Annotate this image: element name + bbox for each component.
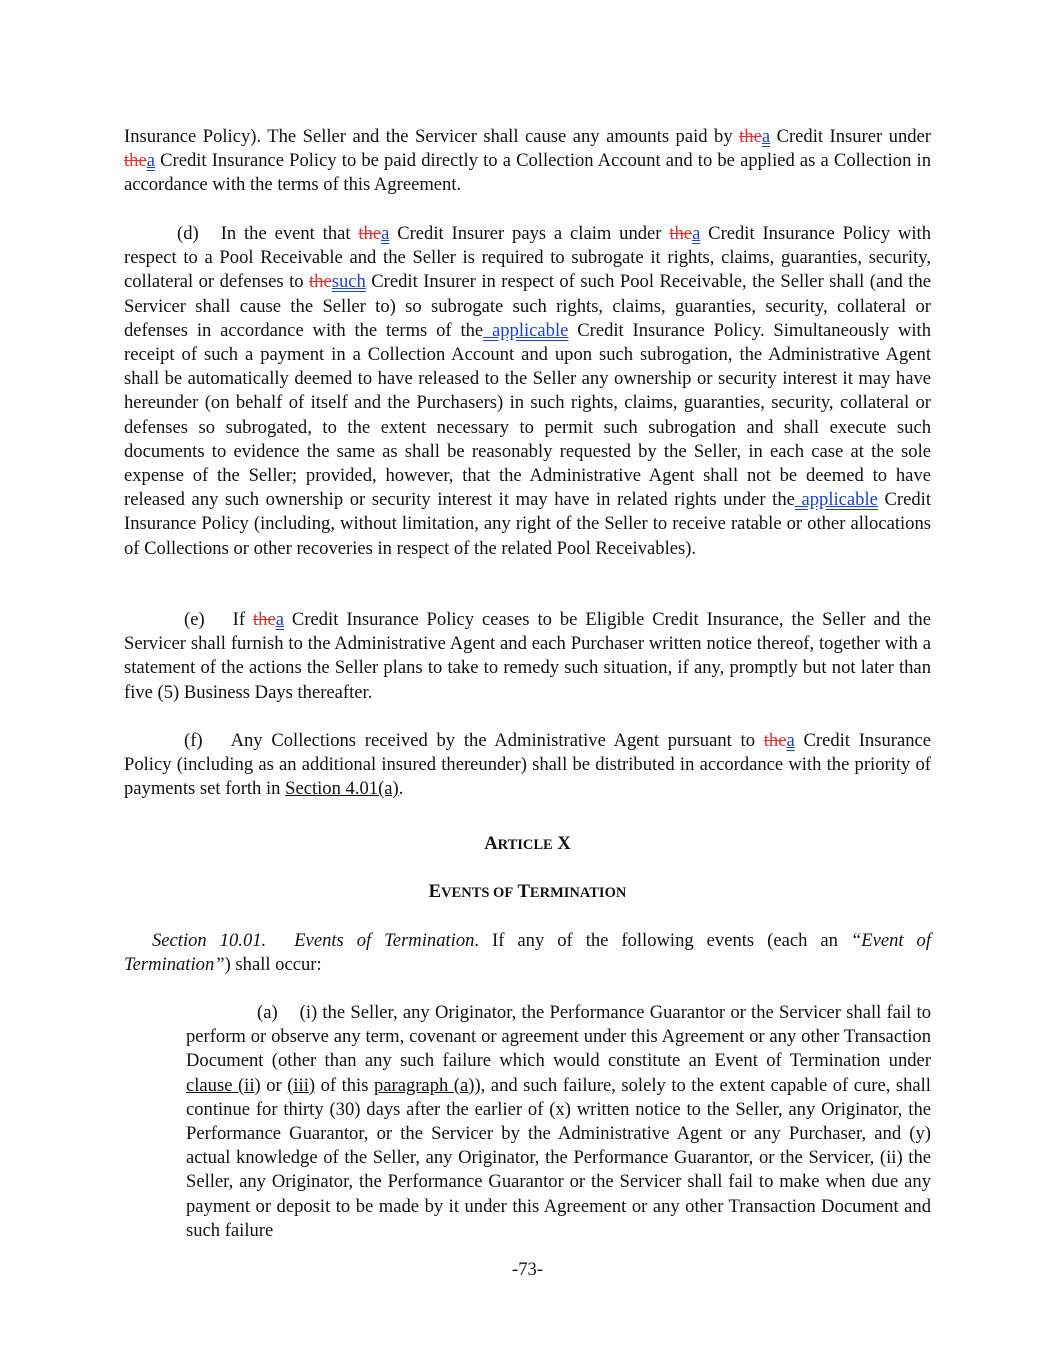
deleted-text: the — [358, 223, 382, 244]
text: of this — [315, 1074, 374, 1096]
paragraph-label: (a) — [257, 1002, 278, 1023]
deleted-text: the — [252, 609, 276, 630]
section-title: Events of Termination — [294, 930, 475, 951]
inserted-text: a — [146, 150, 155, 172]
text: Credit Insurer in respect of such Pool Receivable, the Seller shall (and the Servicer shall cause the Seller to) so subrogate such rights, claims, guaranties, security, collateral or defenses in accordance with the terms of the — [124, 271, 931, 341]
section-reference: Section 4.01(a) — [285, 778, 399, 800]
paragraph-f — [124, 729, 931, 802]
text: If — [232, 609, 253, 630]
text: ), and such failure, solely to the extent capable of cure, shall continue for thirty (30) days after the earlier of (x) written notice to the Seller, any Originator, the Performance Guarantor, or the Servicer by the Administrative Agent or any Purchaser, and (y) actual knowledge of the Seller, any Originator, the Performance Guarantor, or the Servicer, (ii) the Seller, any Originator, the Performance Guarantor or the Servicer shall fail to make when due any payment or deposit to be made by it under this Agreement or any other Transaction Document and such failure — [186, 1074, 931, 1241]
text: Credit Insurance Policy ceases to be Eligible Credit Insurance, the Seller and the Servicer shall furnish to the Administrative Agent and each Purchaser written notice thereof, together with a statement of the actions the Seller plans to take to remedy such situation, if any, promptly but not later than five (5) Business Days thereafter. — [124, 609, 931, 703]
heading-text: RTICLE — [497, 837, 553, 853]
deleted-text: the — [739, 126, 762, 147]
clause-reference: clause (ii) — [186, 1074, 261, 1096]
inserted-text: such — [331, 271, 366, 293]
inserted-text: a — [692, 223, 701, 244]
paragraph-a — [186, 1001, 931, 1243]
text: Credit Insurance Policy (including as an additional insured thereunder) shall be distributed in accordance with the priority of payments set forth in — [124, 730, 931, 800]
text: (i) the Seller, any Originator, the Performance Guarantor or the Servicer shall fail to perform or observe any term, covenant or agreement under this Agreement or any other Transaction Document (other than any such failure which would constitute an Event of Termination under — [186, 1002, 931, 1072]
deleted-text: the — [309, 271, 332, 293]
paragraph-label: (e) — [184, 609, 205, 630]
inserted-text: a — [381, 223, 390, 244]
text: Any Collections received by the Administrative Agent pursuant to — [230, 730, 764, 751]
text: Credit Insurance Policy. Simultaneously with receipt of such a payment in a Collection Account and upon such subrogation, the Administrative Agent shall be automatically deemed to have released to the Seller any ownership or security interest it may have hereunder (on behalf of itself and the Purchasers) in such rights, claims, guaranties, security, collateral or defenses so subrogated, to the extent necessary to permit such subrogation and shall execute such documents to evidence the same as shall be reasonably requested by the Seller, in each case at the sole expense of the Seller; provided, however, that the Administrative Agent shall not be deemed to have released any such ownership or security interest it may have in related rights under the — [124, 319, 931, 511]
text: Credit Insurer under — [770, 126, 931, 147]
text: . — [398, 778, 404, 800]
inserted-text: a — [275, 609, 284, 630]
heading-text: VENTS OF — [441, 885, 514, 901]
paragraph-reference: paragraph (a) — [373, 1074, 475, 1096]
paragraph-c-continuation — [124, 125, 931, 198]
paragraph-label: (f) — [184, 730, 203, 751]
article-title — [0, 880, 1055, 905]
heading-text: E — [428, 881, 442, 902]
paragraph-label: (d) — [177, 223, 199, 244]
text: ) shall occur: — [224, 954, 322, 976]
section-10-01 — [124, 929, 931, 977]
inserted-text: applicable — [794, 489, 878, 511]
heading-text: ERMINATION — [529, 885, 627, 901]
inserted-text: a — [761, 126, 771, 147]
inserted-text: a — [786, 730, 795, 751]
text: Credit Insurance Policy to be paid directly to a Collection Account and to be applied as a Collection in accordance with the terms of this Agreement. — [124, 150, 931, 196]
deleted-text: the — [124, 150, 147, 172]
heading-text: X — [552, 833, 571, 854]
defined-term: “Event of Termination” — [124, 930, 931, 976]
clause-reference: (iii) — [287, 1074, 316, 1096]
text: Credit Insurance Policy with respect to a Pool Receivable and the Seller is required to subrogate it rights, claims, guaranties, security, collateral or defenses to — [124, 223, 931, 293]
deleted-text: the — [763, 730, 787, 751]
text: or — [260, 1074, 288, 1096]
article-heading — [0, 832, 1055, 857]
inserted-text: applicable — [483, 319, 569, 341]
text: Credit Insurer pays a claim under — [389, 223, 670, 244]
text: Insurance Policy). The Seller and the Servicer shall cause any amounts paid by — [124, 126, 740, 147]
deleted-text: the — [669, 223, 693, 244]
text: In the event that — [220, 223, 359, 244]
paragraph-d — [124, 222, 931, 561]
paragraph-e — [124, 608, 931, 705]
heading-text: T — [513, 881, 530, 902]
heading-text: A — [484, 833, 498, 854]
section-number: Section 10.01. — [152, 930, 267, 951]
text: . If any of the following events (each an — [474, 930, 851, 951]
page-number: -73- — [512, 1259, 543, 1280]
text: Credit Insurance Policy (including, without limitation, any right of the Seller to receive ratable or other allocations of Collections or other recoveries in respect of the related Pool Receivables). — [124, 489, 931, 559]
